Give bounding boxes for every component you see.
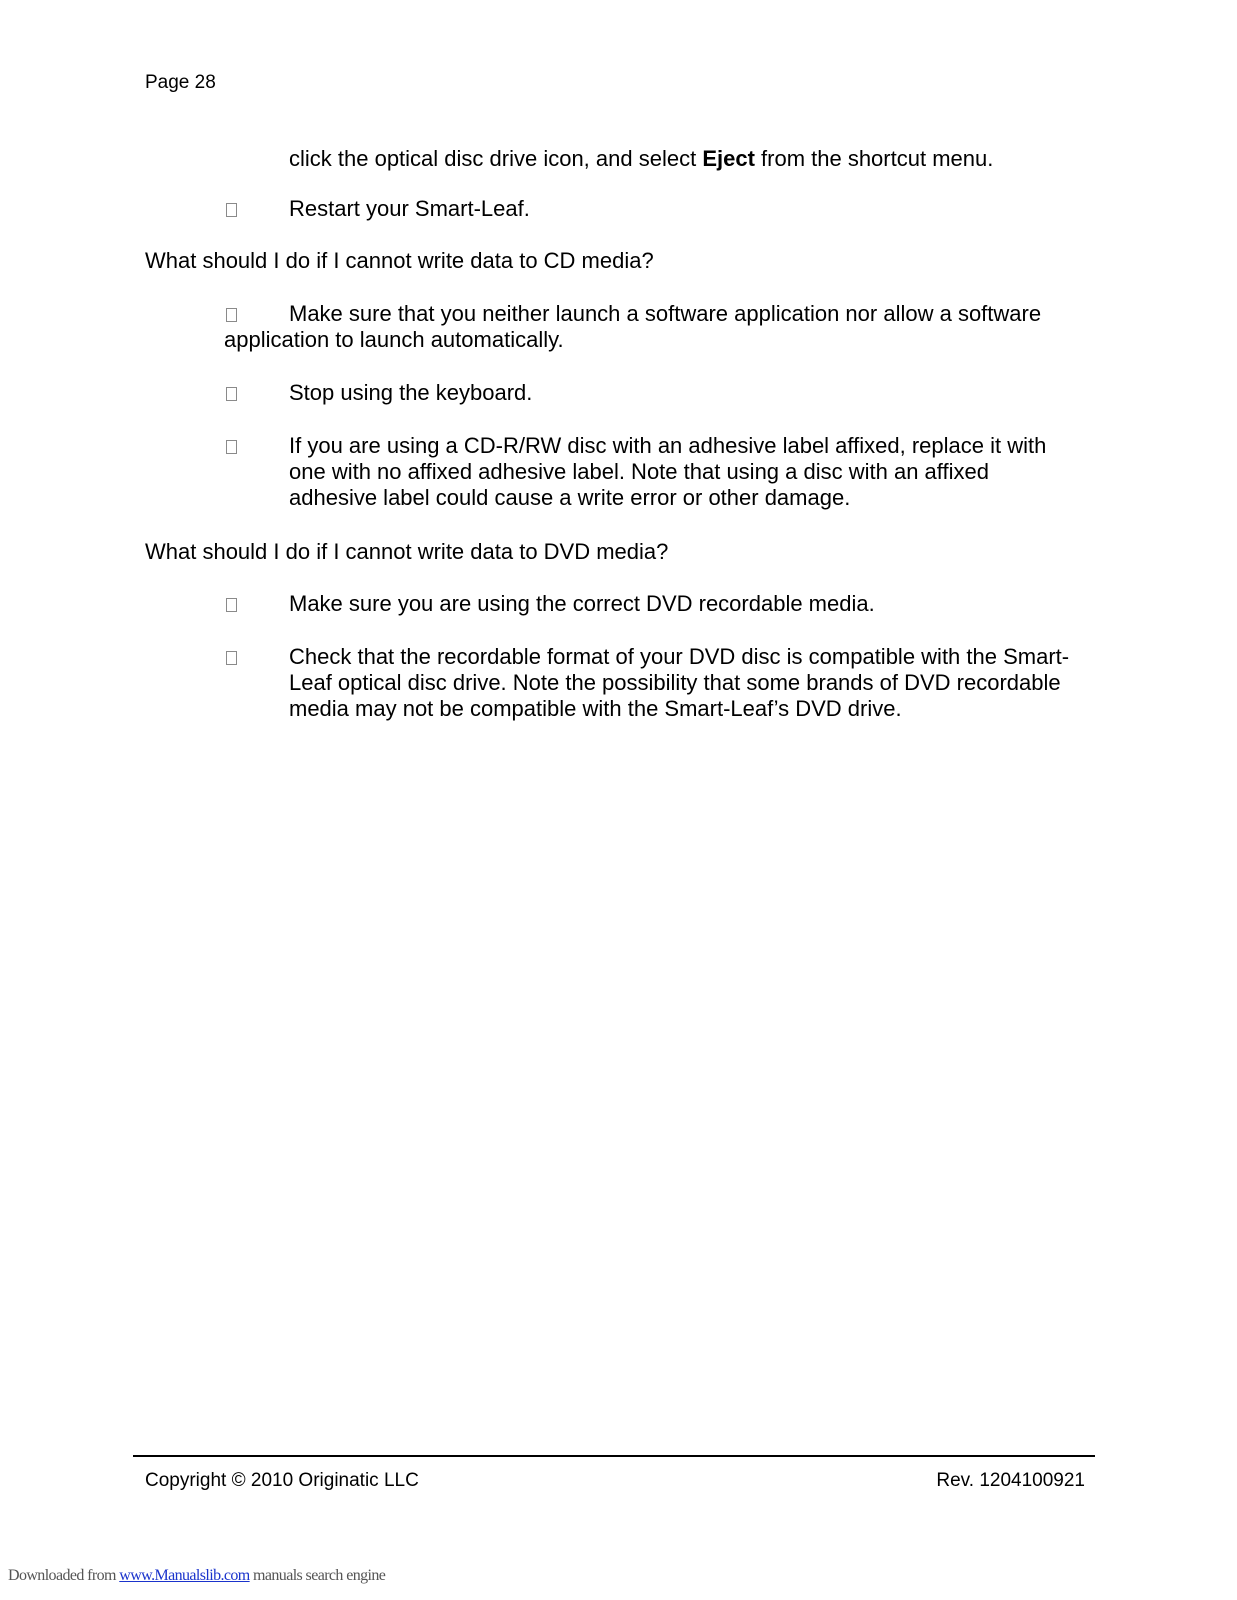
continuation-text xyxy=(289,146,993,172)
continuation-text-before: click the optical disc drive icon, and select xyxy=(289,146,703,171)
dvd-item-1: Make sure you are using the correct DVD recordable media. xyxy=(289,591,875,616)
download-banner-suffix: manuals search engine xyxy=(249,1567,386,1584)
footer-divider xyxy=(133,1455,1095,1457)
page-number: Page 28 xyxy=(145,72,216,93)
restart-item: Restart your Smart-Leaf. xyxy=(289,196,530,221)
bullet-box-icon xyxy=(226,387,237,401)
cd-item-2: Stop using the keyboard. xyxy=(289,380,533,405)
footer-copyright: Copyright © 2010 Originatic LLC xyxy=(145,1470,419,1491)
eject-keyword: Eject xyxy=(702,146,755,171)
footer-revision: Rev. 1204100921 xyxy=(936,1470,1085,1491)
bullet-box-icon xyxy=(226,651,237,665)
dvd-question-heading: What should I do if I cannot write data to DVD media? xyxy=(145,539,669,564)
bullet-box-icon xyxy=(226,598,237,612)
bullet-box-icon xyxy=(226,203,237,217)
download-banner-prefix: Downloaded from xyxy=(8,1567,120,1584)
download-banner xyxy=(8,1566,385,1586)
continuation-text-after: from the shortcut menu. xyxy=(754,146,994,171)
cd-item-1: Make sure that you neither launch a software application nor allow a software application to launch automatically. xyxy=(224,301,1042,352)
dvd-item-2: Check that the recordable format of your DVD disc is compatible with the Smart-Leaf optical disc drive. Note the possibility that some brands of DVD recordable media may not be compatible with the Smart-Leaf’s DVD drive. xyxy=(289,644,1070,721)
cd-item-3: If you are using a CD-R/RW disc with an adhesive label affixed, replace it with one with no affixed adhesive label. Note that using a disc with an affixed adhesive label could cause a write error or other damage. xyxy=(289,433,1047,510)
bullet-box-icon xyxy=(226,440,237,454)
cd-question-heading: What should I do if I cannot write data to CD media? xyxy=(145,248,654,273)
manualslib-link[interactable]: www.Manualslib.com xyxy=(119,1567,250,1584)
